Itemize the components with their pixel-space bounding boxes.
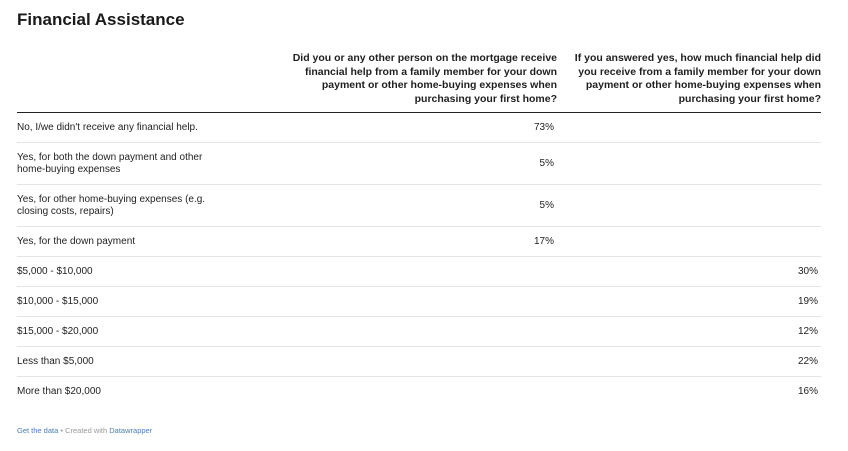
table-row [17, 317, 821, 347]
cell-q1 [242, 347, 557, 377]
column-header-q1: Did you or any other person on the mortgage receive financial help from a family member for your down payment or other home-buying expenses when purchasing your first home? [242, 52, 557, 113]
table-header-row [17, 52, 821, 113]
cell-q2 [557, 227, 821, 257]
cell-q2: 19% [557, 287, 821, 317]
get-data-link[interactable]: Get the data [17, 426, 59, 435]
row-label: Less than $5,000 [17, 347, 242, 377]
cell-q2 [557, 185, 821, 227]
row-label: More than $20,000 [17, 385, 101, 397]
cell-q2: 16% [797, 385, 818, 397]
row-label: $10,000 - $15,000 [17, 287, 242, 317]
cell-q1 [242, 287, 557, 317]
table-row [17, 227, 821, 257]
cell-q1 [242, 377, 557, 407]
row-label: Yes, for other home-buying expenses (e.g. closing costs, repairs) [17, 185, 242, 227]
chart-container [17, 8, 821, 406]
cell-q2 [557, 143, 821, 185]
row-label: $15,000 - $20,000 [17, 317, 242, 347]
row-label: Yes, for the down payment [17, 227, 242, 257]
cell-q2: 30% [557, 257, 821, 287]
cell-q2: 22% [557, 347, 821, 377]
footer-separator: • Created with [58, 426, 110, 435]
table-row [17, 347, 821, 377]
cell-q2 [557, 113, 821, 143]
table-row [17, 257, 821, 287]
column-header-q2: If you answered yes, how much financial help did you receive from a family member for your down payment or other home-buying expenses when purchasing your first home? [557, 52, 821, 113]
row-label: $5,000 - $10,000 [17, 257, 242, 287]
cell-q1 [242, 317, 557, 347]
row-label: No, I/we didn't receive any financial help. [17, 113, 242, 143]
cell-q2: 12% [557, 317, 821, 347]
cell-q1: 17% [242, 227, 557, 257]
data-table [17, 52, 821, 406]
footer [17, 426, 152, 435]
table-row [17, 287, 821, 317]
column-header-label [17, 52, 242, 113]
row-label: Yes, for both the down payment and other home-buying expenses [17, 143, 242, 185]
table-row [17, 185, 821, 227]
table-row [17, 377, 821, 407]
table-row [17, 143, 821, 185]
table-row [17, 113, 821, 143]
cell-q1: 73% [242, 113, 557, 143]
cell-q1: 5% [242, 143, 557, 185]
cell-q1 [242, 257, 557, 287]
cell-q1: 5% [242, 185, 557, 227]
datawrapper-link[interactable]: Datawrapper [109, 426, 153, 435]
chart-title: Financial Assistance [17, 10, 185, 29]
